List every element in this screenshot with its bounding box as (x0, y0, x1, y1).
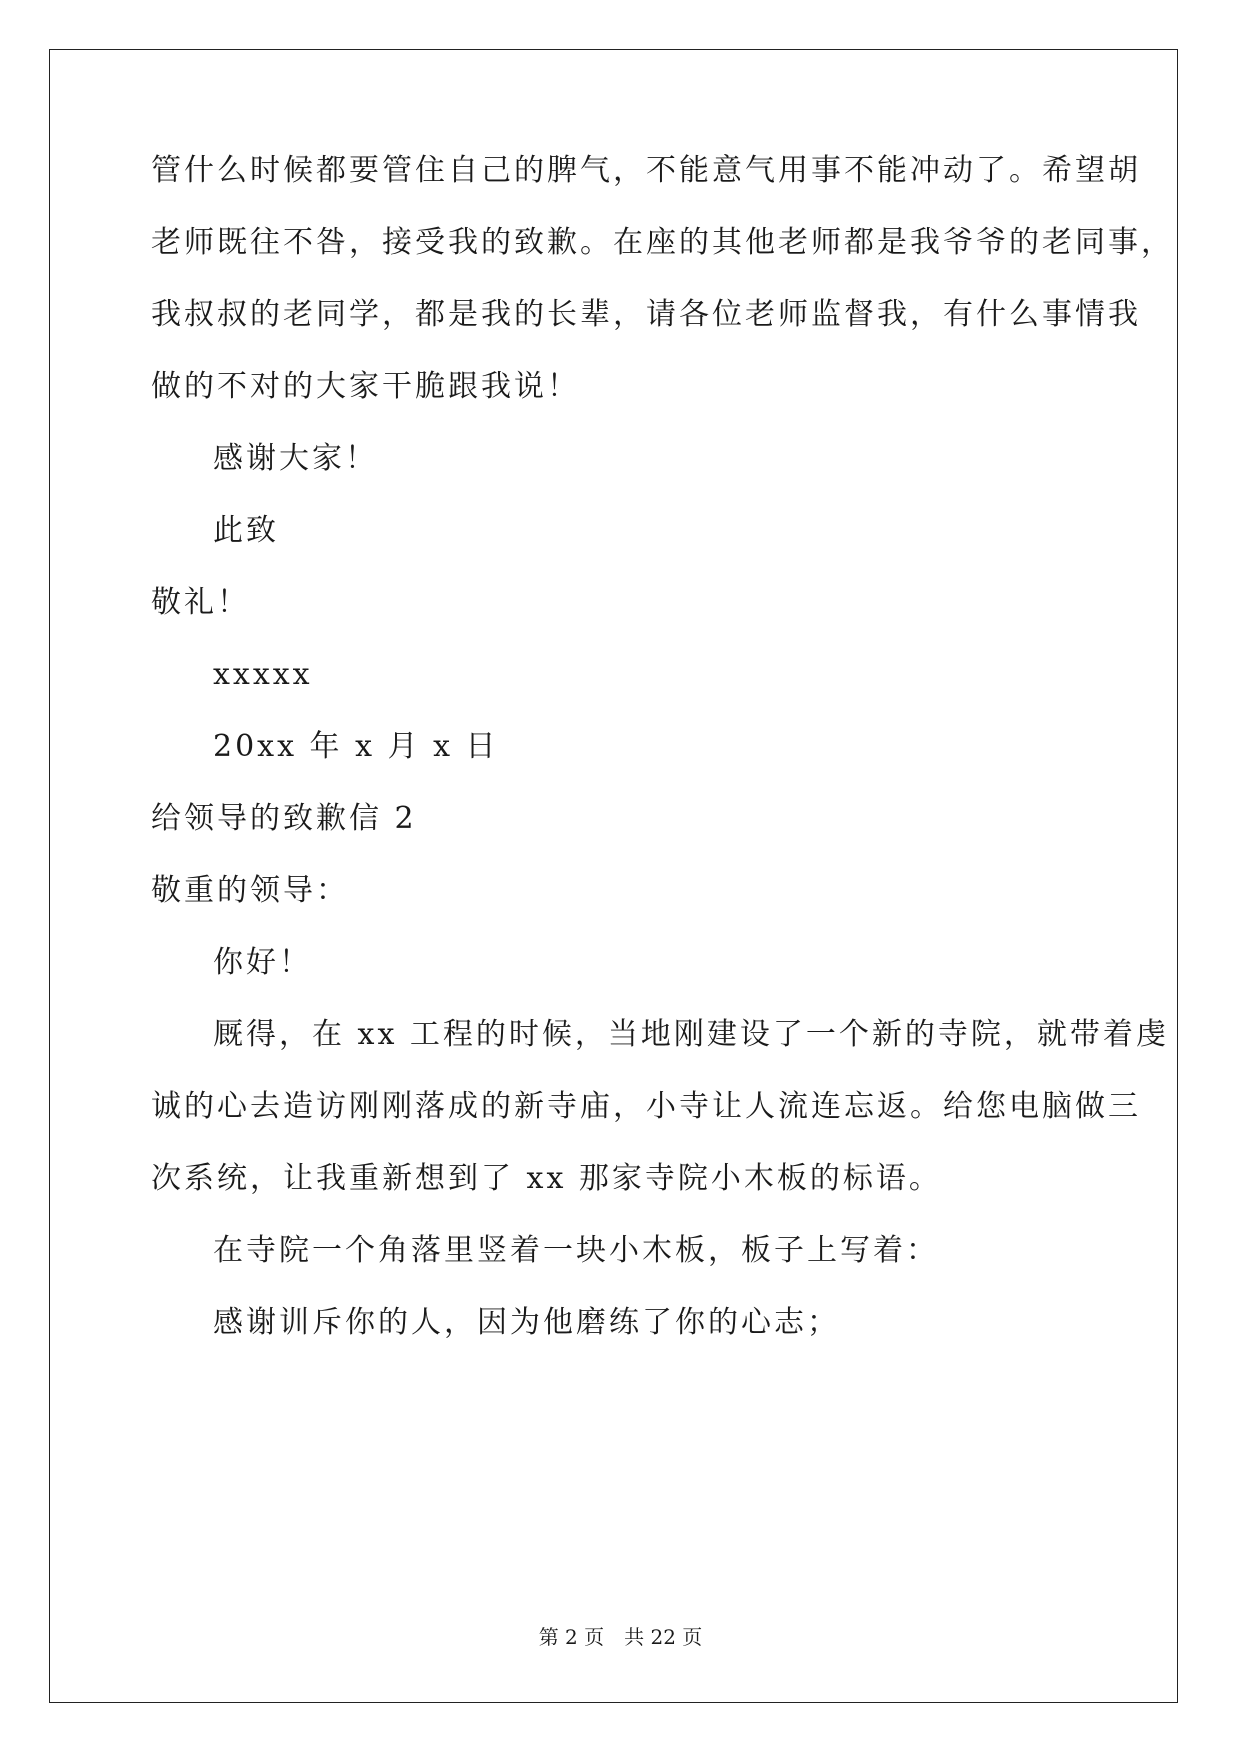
signature-date: 20xx 年 x 月 x 日 (213, 729, 499, 764)
body-text-line: 管什么时候都要管住自己的脾气，不能意气用事不能冲动了。希望胡 (151, 153, 1141, 188)
body-text-line: 做的不对的大家干脆跟我说！ (151, 369, 580, 404)
body-text-line: 老师既往不咎，接受我的致歉。在座的其他老师都是我爷爷的老同事， (151, 225, 1174, 260)
closing-salutation: 此致 (213, 513, 279, 548)
body-text-line: 我叔叔的老同学，都是我的长辈，请各位老师监督我，有什么事情我 (151, 297, 1141, 332)
page-total: 共 22 页 (624, 1625, 703, 1649)
body-text-line: 感谢训斥你的人，因为他磨练了你的心志； (213, 1305, 840, 1340)
letter-hello: 你好！ (213, 945, 312, 980)
body-text-line: 厩得，在 xx 工程的时候，当地刚建设了一个新的寺院，就带着虔 (213, 1017, 1169, 1052)
body-text-line: 在寺院一个角落里竖着一块小木板，板子上写着： (213, 1233, 939, 1268)
page-footer (0, 1625, 1241, 1649)
body-text-line: 次系统，让我重新想到了 xx 那家寺院小木板的标语。 (151, 1161, 942, 1196)
letter-greeting: 敬重的领导： (151, 873, 349, 908)
closing-thanks: 感谢大家！ (213, 441, 378, 476)
signature-name: xxxxx (213, 657, 313, 692)
section-title: 给领导的致歉信 2 (151, 801, 417, 836)
body-text-line: 诚的心去造访刚刚落成的新寺庙，小寺让人流连忘返。给您电脑做三 (151, 1089, 1141, 1124)
page-number: 第 2 页 (538, 1625, 605, 1649)
closing-regards: 敬礼！ (151, 585, 250, 620)
